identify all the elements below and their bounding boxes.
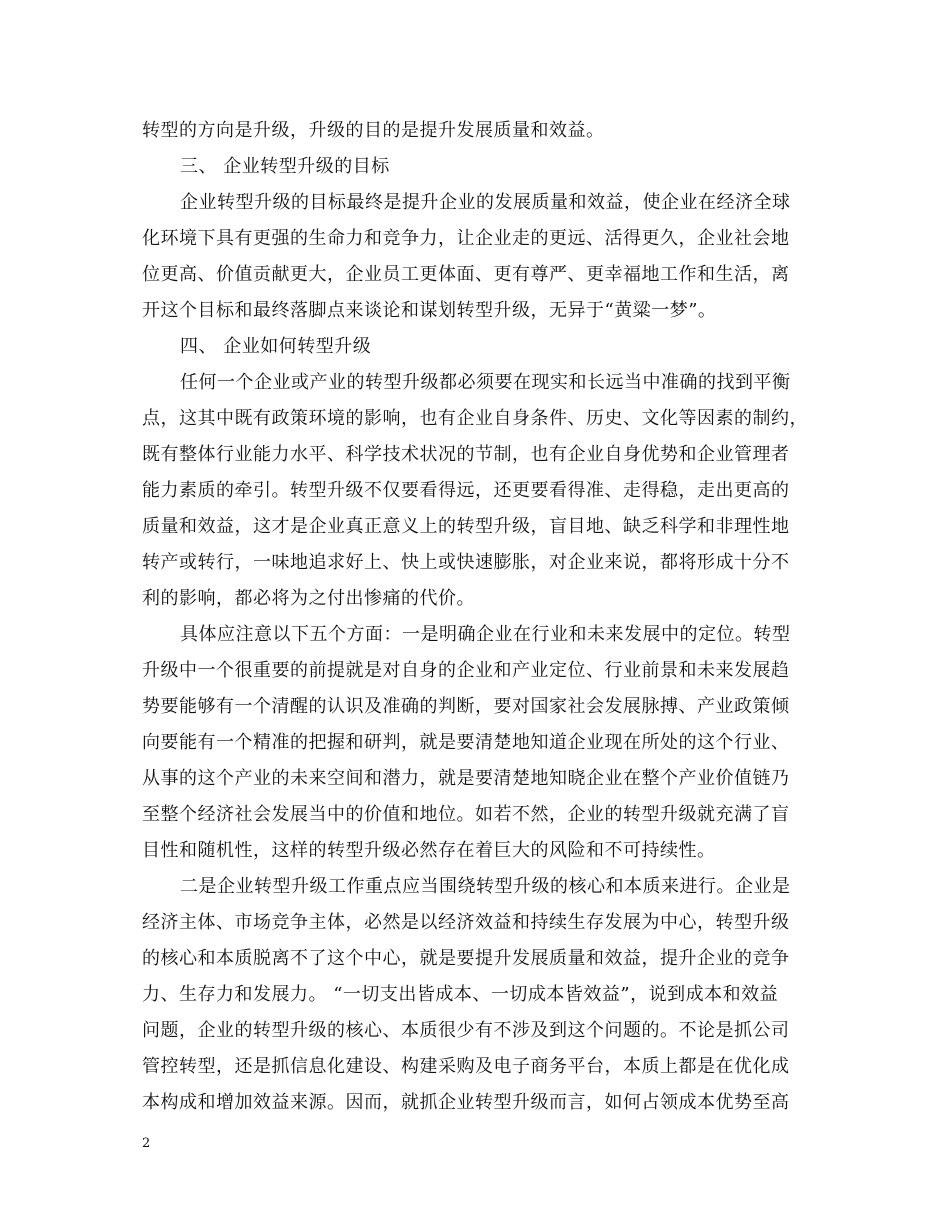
text-line: 管控转型，还是抓信息化建设、构建采购及电子商务平台，本质上都是在优化成 (142, 1056, 790, 1077)
page-number: 2 (142, 1136, 151, 1151)
text-line: 化环境下具有更强的生命力和竞争力，让企业走的更远、活得更久，企业社会地 (142, 228, 790, 249)
text-line: 势要能够有一个清醒的认识及准确的判断，要对国家社会发展脉搏、产业政策倾 (142, 696, 790, 717)
text-line: 开这个目标和最终落脚点来谈论和谋划转型升级，无异于“黄粱一梦”。 (142, 300, 717, 321)
text-line: 的核心和本质脱离不了这个中心，就是要提升发展质量和效益，提升企业的竞争 (142, 948, 790, 969)
text-line: 利的影响，都必将为之付出惨痛的代价。 (142, 588, 475, 609)
text-line: 升级中一个很重要的前提就是对自身的企业和产业定位、行业前景和未来发展趋 (142, 660, 790, 681)
text-line: 点，这其中既有政策环境的影响，也有企业自身条件、历史、文化等因素的制约， (142, 408, 808, 429)
text-line: 位更高、价值贡献更大，企业员工更体面、更有尊严、更幸福地工作和生活，离 (142, 264, 790, 285)
text-line: 能力素质的牵引。转型升级不仅要看得远，还更要看得准、走得稳，走出更高的 (142, 480, 790, 501)
text-line: 问题，企业的转型升级的核心、本质很少有不涉及到这个问题的。不论是抓公司 (142, 1020, 790, 1041)
text-line: 企业转型升级的目标最终是提升企业的发展质量和效益，使企业在经济全球 (180, 192, 791, 213)
text-line: 转型的方向是升级，升级的目的是提升发展质量和效益。 (142, 120, 605, 141)
text-line: 既有整体行业能力水平、科学技术状况的节制，也有企业自身优势和企业管理者 (142, 444, 790, 465)
text-line: 从事的这个产业的未来空间和潜力，就是要清楚地知晓企业在整个产业价值链乃 (142, 768, 790, 789)
text-line: 质量和效益，这才是企业真正意义上的转型升级，盲目地、缺乏科学和非理性地 (142, 516, 790, 537)
text-line: 任何一个企业或产业的转型升级都必须要在现实和长远当中准确的找到平衡 (180, 372, 791, 393)
text-line: 具体应注意以下五个方面：一是明确企业在行业和未来发展中的定位。转型 (180, 624, 791, 645)
text-line: 转产或转行，一味地追求好上、快上或快速膨胀，对企业来说，都将形成十分不 (142, 552, 790, 573)
text-line: 目性和随机性，这样的转型升级必然存在着巨大的风险和不可持续性。 (142, 840, 716, 861)
text-line: 至整个经济社会发展当中的价值和地位。如若不然，企业的转型升级就充满了盲 (142, 804, 790, 825)
text-line: 本构成和增加效益来源。因而，就抓企业转型升级而言，如何占领成本优势至高 (142, 1092, 790, 1113)
text-line: 力、生存力和发展力。 “一切支出皆成本、一切成本皆效益”，说到成本和效益 (142, 984, 779, 1005)
section-heading: 四、 企业如何转型升级 (180, 336, 372, 357)
text-line: 经济主体、市场竞争主体，必然是以经济效益和持续生存发展为中心，转型升级 (142, 912, 790, 933)
text-line: 向要能有一个精准的把握和研判，就是要清楚地知道企业现在所处的这个行业、 (142, 732, 790, 753)
text-line: 二是企业转型升级工作重点应当围绕转型升级的核心和本质来进行。企业是 (180, 876, 791, 897)
section-heading: 三、 企业转型升级的目标 (180, 156, 390, 177)
